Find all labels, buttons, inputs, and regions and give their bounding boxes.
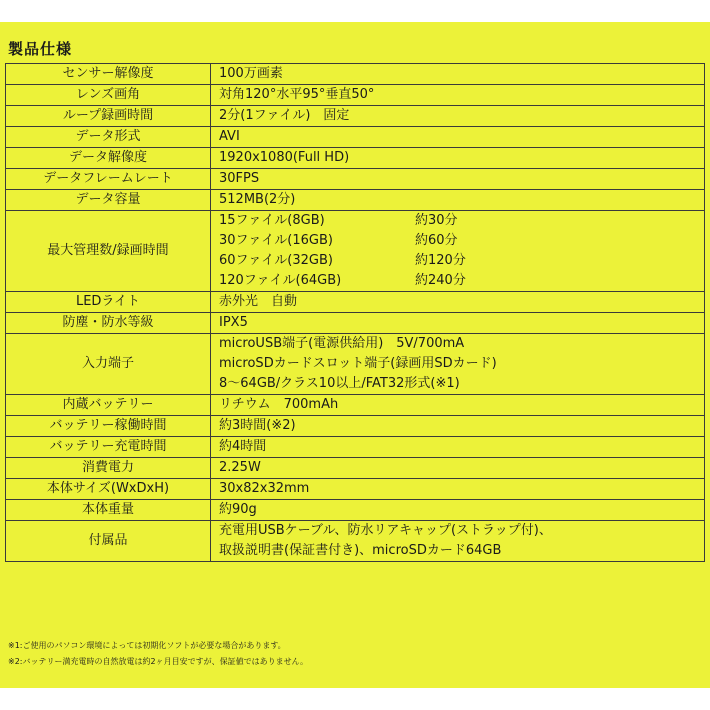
spec-label: 本体サイズ(WxDxH) [6, 479, 211, 500]
spec-value: 約4時間 [211, 437, 705, 458]
spec-label: 付属品 [6, 521, 211, 562]
spec-row-loop-recording [6, 106, 705, 127]
spec-value: 赤外光 自動 [211, 292, 705, 313]
port-line: microSDカードスロット端子(録画用SDカード) [219, 356, 497, 371]
capacity-files: 15ファイル(8GB) [219, 213, 325, 228]
spec-value: 2.25W [211, 458, 705, 479]
spec-row-input-ports [6, 334, 705, 395]
spec-value [211, 211, 705, 292]
spec-label: バッテリー稼働時間 [6, 416, 211, 437]
spec-row-charge-time [6, 437, 705, 458]
spec-row-led [6, 292, 705, 313]
spec-label: データ解像度 [6, 148, 211, 169]
spec-label: 内蔵バッテリー [6, 395, 211, 416]
spec-panel [0, 22, 710, 688]
spec-value: 30FPS [211, 169, 705, 190]
spec-label: データ容量 [6, 190, 211, 211]
footnote: ※2:バッテリー満充電時の自然放電は約2ヶ月目安ですが、保証値ではありません。 [8, 657, 309, 666]
capacity-minutes: 約60分 [415, 233, 458, 248]
spec-value: 30x82x32mm [211, 479, 705, 500]
capacity-line [219, 271, 704, 291]
capacity-files: 30ファイル(16GB) [219, 233, 333, 248]
port-line: microUSB端子(電源供給用) 5V/700mA [219, 336, 465, 351]
spec-row-waterproof [6, 313, 705, 334]
spec-row-battery-runtime [6, 416, 705, 437]
capacity-minutes: 約30分 [415, 213, 458, 228]
capacity-line [219, 231, 704, 251]
spec-label: ループ録画時間 [6, 106, 211, 127]
spec-label: 本体重量 [6, 500, 211, 521]
footnote: ※1:ご使用のパソコン環境によっては初期化ソフトが必要な場合があります。 [8, 641, 286, 650]
spec-row-data-size [6, 190, 705, 211]
capacity-files: 120ファイル(64GB) [219, 273, 342, 288]
spec-label: データ形式 [6, 127, 211, 148]
spec-label: 防塵・防水等級 [6, 313, 211, 334]
spec-value: IPX5 [211, 313, 705, 334]
spec-value: 1920x1080(Full HD) [211, 148, 705, 169]
spec-row-weight [6, 500, 705, 521]
accessory-line: 取扱説明書(保証書付き)、microSDカード64GB [219, 543, 502, 558]
spec-row-accessories [6, 521, 705, 562]
spec-row-sensor [6, 64, 705, 85]
spec-row-battery [6, 395, 705, 416]
spec-value: 100万画素 [211, 64, 705, 85]
spec-label: LEDライト [6, 292, 211, 313]
spec-row-frame-rate [6, 169, 705, 190]
port-line: 8～64GB/クラス10以上/FAT32形式(※1) [219, 376, 460, 391]
spec-value: 対角120°水平95°垂直50° [211, 85, 705, 106]
spec-value: 2分(1ファイル) 固定 [211, 106, 705, 127]
spec-label: バッテリー充電時間 [6, 437, 211, 458]
spec-label: センサー解像度 [6, 64, 211, 85]
spec-label: 消費電力 [6, 458, 211, 479]
section-title: 製品仕様 [8, 40, 73, 58]
spec-label: データフレームレート [6, 169, 211, 190]
spec-row-lens-angle [6, 85, 705, 106]
spec-row-data-format [6, 127, 705, 148]
capacity-minutes: 約120分 [415, 253, 466, 268]
spec-label: 入力端子 [6, 334, 211, 395]
spec-value [211, 334, 705, 395]
footnotes [8, 638, 308, 670]
spec-row-resolution [6, 148, 705, 169]
spec-value: AVI [211, 127, 705, 148]
spec-value: リチウム 700mAh [211, 395, 705, 416]
spec-label: レンズ画角 [6, 85, 211, 106]
spec-row-max-files [6, 211, 705, 292]
capacity-line [219, 251, 704, 271]
spec-table [5, 63, 705, 562]
accessory-line: 充電用USBケーブル、防水リアキャップ(ストラップ付)、 [219, 523, 552, 538]
spec-value: 512MB(2分) [211, 190, 705, 211]
spec-row-power [6, 458, 705, 479]
capacity-minutes: 約240分 [415, 273, 466, 288]
capacity-line [219, 211, 704, 231]
spec-value: 約3時間(※2) [211, 416, 705, 437]
spec-value [211, 521, 705, 562]
capacity-files: 60ファイル(32GB) [219, 253, 333, 268]
spec-value: 約90g [211, 500, 705, 521]
spec-label: 最大管理数/録画時間 [6, 211, 211, 292]
spec-row-size [6, 479, 705, 500]
